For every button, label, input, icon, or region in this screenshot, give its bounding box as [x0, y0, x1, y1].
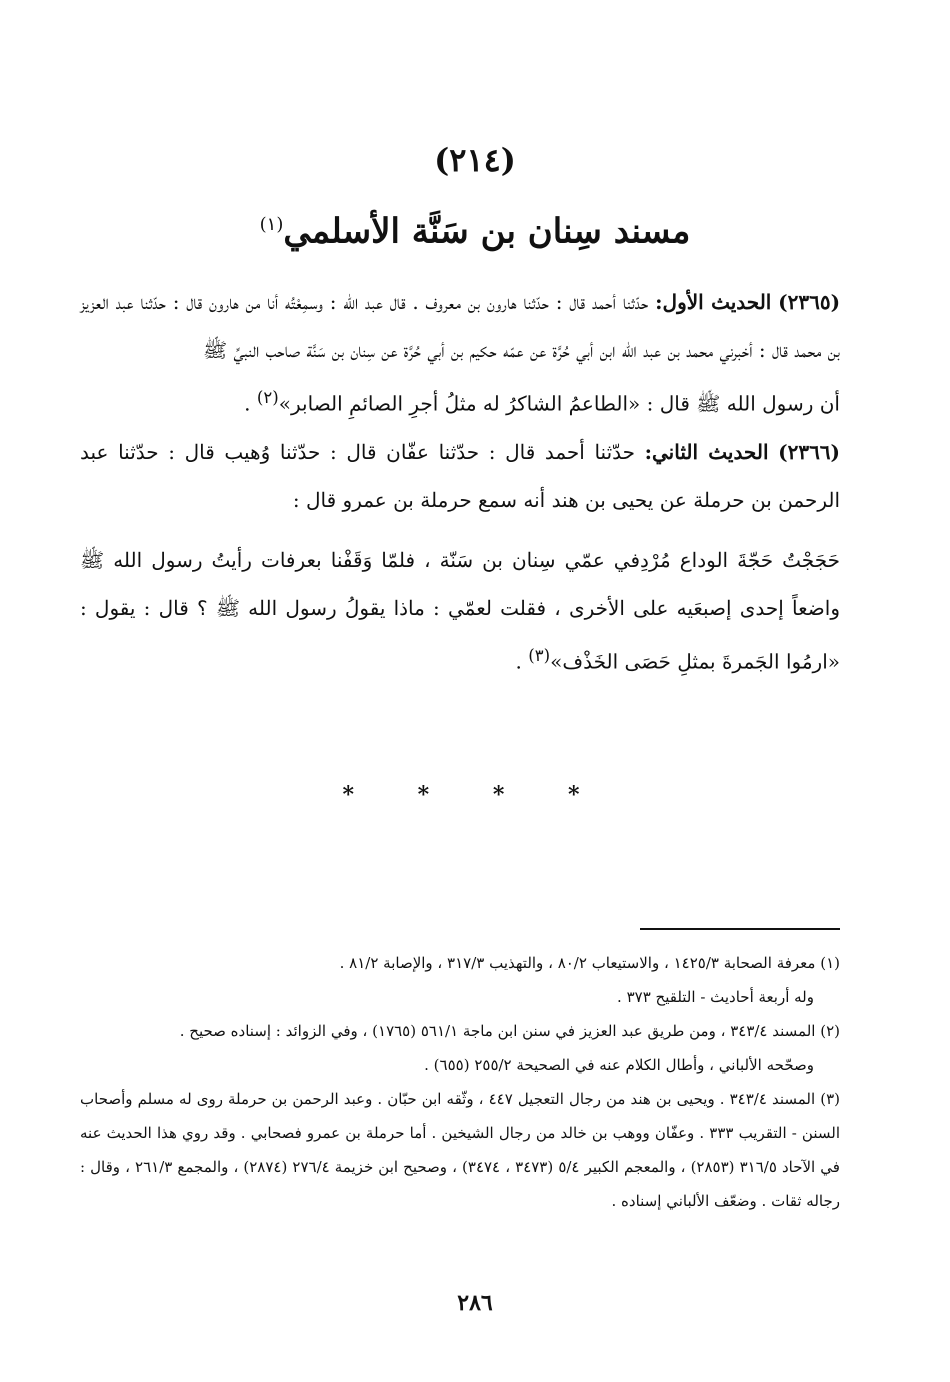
main-text [80, 278, 840, 685]
hadith-2 [80, 428, 840, 524]
hadith-1-number: (٢٣٦٥) [778, 290, 841, 314]
hadith-2-footnote-ref: (٣) [528, 645, 551, 665]
title-footnote-ref: (١) [259, 214, 284, 235]
hadith-2-text: حدّثنا أحمد قال : حدّثنا عفّان قال : حدّثنا وُهيب قال : حدّثنا عبد الرحمن بن حرملة عن يحيى بن هند أنه سمع حرملة بن عمرو قال : [80, 439, 840, 512]
hadith-2-text2: حَجَجْتُ حَجّةَ الوداع مُرْدِفي عمّي سِنان بن سَنّة ، فلمّا وَقَفْنا بعرفات رأيتُ رسول الله ﷺ واضعاً إحدى إصبعَيه على الأخرى ، فقلت لعمّي : ماذا يقولُ رسول الله ﷺ ؟ قال : يقول : «ارمُوا الجَمرةَ بمثلِ حَصَى الخَذْف» [80, 547, 840, 674]
footnote-rule [640, 928, 840, 930]
footnote-3: (٣) المسند ٣٤٣/٤ . ويحيى بن هند من رجال التعجيل ٤٤٧ ، وثّقه ابن حبّان . وعبد الرحمن بن حرملة روى له مسلم وأصحاب السنن - التقريب ٣٣٣ . وعفّان ووهب بن خالد من رجال الشيخين . أما حرملة بن عمرو فصحابي . وقد روي هذا الحديث عنه في الآحاد ٣١٦/٥ (٢٨٥٣) ، والمعجم الكبير ٥/٤ (٣٤٧٣ ، ٣٤٧٤) ، وصحيح ابن خزيمة ٢٧٦/٤ (٢٨٧٤) ، والمجمع ٢٦١/٣ ، وقال : رجاله ثقات . وضعّف الألباني إسناده . [80, 1090, 840, 1210]
footnote-1-cont: وله أربعة أحاديث - التلقيح ٣٧٣ . [617, 988, 814, 1006]
hadith-2-number: (٢٣٦٦) [778, 439, 841, 464]
hadith-2-end: . [515, 649, 529, 674]
hadith-1-footnote-ref: (٢) [256, 388, 279, 407]
hadith-2-label: الحديث الثاني: [644, 439, 769, 464]
footnote-2-cont: وصحّحه الألباني ، وأطال الكلام عنه في الصحيحة ٢٥٥/٢ (٦٥٥) . [424, 1056, 814, 1074]
section-separator: * * * * [342, 782, 608, 808]
hadith-1-text2: أن رسول الله ﷺ قال : «الطاعمُ الشاكرُ له مثلُ أجرِ الصائمِ الصابر» [278, 391, 840, 416]
footnote-1: (١) معرفة الصحابة ١٤٢٥/٣ ، والاستيعاب ٨٠/٢ ، والتهذيب ٣١٧/٣ ، والإصابة ٨١/٢ . [339, 954, 840, 972]
hadith-2-matn [80, 536, 840, 686]
page-title [0, 198, 950, 258]
hadith-1 [80, 278, 840, 374]
hadith-1-matn [80, 374, 840, 428]
footnotes [80, 946, 840, 1218]
hadith-1-text: حدّثنا أحمد قال : حدّثنا هارون بن معروف . قال عبد الله : وسمِعْتُه أنا من هارون قال : حدّثنا عبد العزيز بن محمد قال : أخبرني محمد بن عبد الله ابن أبي حُرَّة عن عمّه حكيم بن أبي حُرَّة عن سِنان بن سَنَّة صاحب النبيِّ ﷺ [80, 290, 840, 362]
footnote-2: (٢) المسند ٣٤٣/٤ ، ومن طريق عبد العزيز في سنن ابن ماجة ٥٦١/١ (١٧٦٥) ، وفي الزوائد : إسناده صحيح . [179, 1022, 840, 1040]
chapter-number: (٢١٤) [434, 141, 516, 179]
hadith-1-label: الحديث الأول: [655, 290, 772, 314]
hadith-1-end: . [244, 391, 257, 416]
page-number: ٢٨٦ [457, 1290, 493, 1316]
title-text: مسند سِنان بن سَنَّة الأسلمي [283, 211, 691, 252]
